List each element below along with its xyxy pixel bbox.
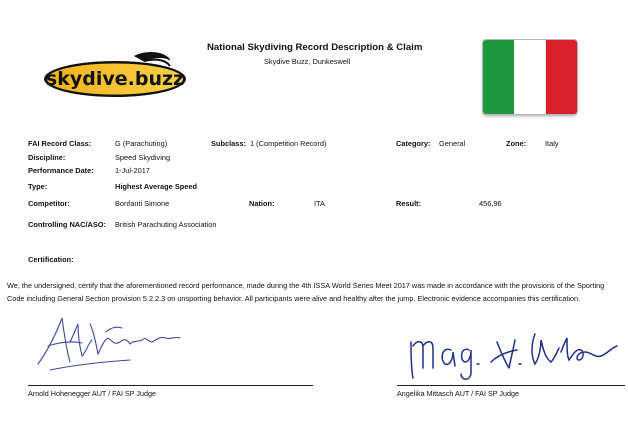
competitor-label: Competitor: — [28, 199, 70, 208]
signature-line-right — [397, 385, 625, 386]
judge-caption-right: Angelika Mittasch AUT / FAI SP Judge — [397, 389, 519, 398]
certification-text: We, the undersigned, certify that the aforementioned record performance, made during the 4th ISSA World Series Meet 2017 was made in accordance with the provisions of the Sporting Code including General Section provision 5.2.2.3 on unsporting behavior. All participants were alive and healthy after the jump. Electronic evidence accompanies this certification. — [7, 281, 605, 303]
logo-text: skydive.buzz — [45, 68, 185, 90]
nation-label: Nation: — [249, 199, 275, 208]
subclass-label: Subclass: — [211, 139, 246, 148]
performance-date-value: 1-Jul-2017 — [115, 166, 150, 175]
italy-flag-icon — [483, 40, 577, 114]
controlling-nac-label: Controlling NAC/ASO: — [28, 220, 107, 229]
flag-stripe-green — [483, 40, 514, 114]
controlling-nac-value: British Parachuting Association — [115, 220, 217, 229]
judge-caption-left: Arnold Hohenegger AUT / FAI SP Judge — [28, 389, 156, 398]
competitor-value: Bonfanti Simone — [115, 199, 170, 208]
type-label: Type: — [28, 182, 48, 191]
signature-line-left — [28, 385, 313, 386]
document-subtitle: Skydive Buzz, Dunkeswell — [264, 57, 351, 66]
subclass-value: 1 (Competition Record) — [250, 139, 327, 148]
flag-stripe-white — [514, 40, 545, 114]
discipline-label: Discipline: — [28, 153, 66, 162]
signature-angelika-mittasch — [405, 312, 628, 382]
signature-arnold-hohenegger — [30, 312, 190, 374]
zone-value: Italy — [545, 139, 559, 148]
certification-heading: Certification: — [28, 255, 74, 264]
flag-stripe-red — [546, 40, 577, 114]
nation-value: ITA — [314, 199, 325, 208]
result-value: 456,96 — [479, 199, 502, 208]
category-value: General — [439, 139, 466, 148]
skydive-buzz-logo — [40, 48, 190, 100]
category-label: Category: — [396, 139, 431, 148]
result-label: Result: — [396, 199, 422, 208]
zone-label: Zone: — [506, 139, 527, 148]
type-value: Highest Average Speed — [115, 182, 198, 191]
fai-class-value: G (Parachuting) — [115, 139, 168, 148]
performance-date-label: Performance Date: — [28, 166, 94, 175]
fai-class-label: FAI Record Class: — [28, 139, 92, 148]
document-title: National Skydiving Record Description & Claim — [207, 42, 423, 53]
discipline-value: Speed Skydiving — [115, 153, 171, 162]
